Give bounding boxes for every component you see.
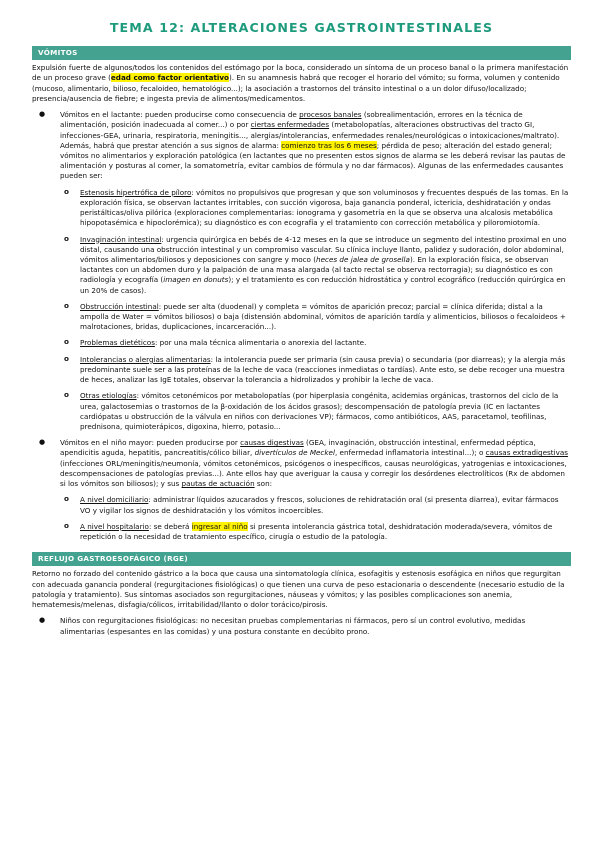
list-item-invaginacion: o Invaginación intestinal: urgencia quirúrgica en bebés de 4-12 meses en la que se introduce un segmento del intestino proximal en uno distal, causando una obstrucción intestinal y un compromiso vascular. Su clínica incluye llanto, palidez y sudoración, dolor abdominal, vómitos alimentarios/biliosos y deposiciones con sangre y moco (heces de jalea de grosella). En la exploración física, se observan lactantes con un abdomen duro y la palpación de una masa alargada (al tacto rectal se observa rectorragia); su diagnóstico es con radiología y ecografía (imagen en donuts); y el tratamiento es con reducción hidrostática y control ecográfico (reducción quirúrgica en un 20% de casos). xyxy=(62,235,571,296)
rge-intro: Retorno no forzado del contenido gástrico a la boca que causa una sintomatología clínica, esofagitis y estenosis esofágica en niños que regurgitan con adecuada ganancia ponderal (regurgitaciones fisiológicas) o que tienen una curva de peso estacionaria o descendente (necesario estudio de la patología y tratamiento). Sus síntomas asociados son regurgitaciones, náuseas y vómitos; y las posibles complicaciones son anemia, hematemesis/melenas, disfagia/cólicos, irritabilidad/llanto o dolor torácico/pirosis. xyxy=(32,569,565,610)
list-item-otras: o Otras etiologías: vómitos cetonémicos por metabolopatías (por hiperplasia congénita, acidemias orgánicas, trastornos del ciclo de la urea, galactosemias o trastornos de la β-oxidación de los ácidos grasos); descompensación de patología previa (IC en lactantes cardiópatas u obstrucción de la válvula en niños con derivaciones VP); fármacos, como antibióticos, AAS, paracetamol, teofilinas, prednisona, quimioterápicos, digoxina, hierro, potasio... xyxy=(62,391,571,432)
highlight-edad: edad como factor orientativo xyxy=(110,73,229,83)
vomitos-list xyxy=(32,110,571,542)
rge-list xyxy=(32,616,571,636)
lactante-enfermedades-list xyxy=(60,188,571,433)
highlight-ingresar: ingresar al niño xyxy=(191,521,248,531)
list-item-lactante: ● Vómitos en el lactante: pueden producirse como consecuencia de procesos banales (sobrealimentación, errores en la técnica de alimentación, posición inadecuada al comer...) o por ciertas enfermedades (metabolopatías, alteraciones obstructivas del tracto GI, infecciones-GEA, urinaria, respiratoria, meningitis..., alergias/intolerancias, enfermedades renales/neurológicas o intoxicaciones/maltrato). Además, habrá que prestar atención a sus signos de alarma: comienzo tras los 6 meses; pérdida de peso; alteración del estado general; vómitos no alimentarios y exploración patológica (en lactantes que no presenten estos signos de alarma se les deberá revisar las pautas de alimentación y posturas al comer, la somatometría, evitar cambios de fórmula y no dar fármacos). Algunas de las enfermedades causantes pueden ser: o Estenosis hipertrófica de píloro: vómitos no propulsivos que progresan y que son voluminosos y frecuentes después de las tomas. En la exploración física, se observan lactantes irritables, con succión vigorosa, baja ganancia ponderal, ictericia, deshidratación y ondas peristálticas/oliva pilórica (exploraciones complementarias: ionograma y gasometría en la que se observa una alcalosis metabólica hipopotasémica e hipoclorémica); su diagnóstico es con ecografía y el tratamiento con corrección metabólica y piloromiotomía. o Invaginación intestinal: urgencia quirúrgica en bebés de 4-12 meses en la que se introduce un segmento del intestino proximal en uno distal, causando una obstrucción intestinal y un compromiso vascular. Su clínica incluye llanto, palidez y sudoración, dolor abdominal, vómitos alimentarios/biliosos y deposiciones con sangre y moco (heces de jalea de grosella). En la exploración física, se observan lactantes con un abdomen duro y la palpación de una masa alargada (al tacto rectal se observa rectorragia); su diagnóstico es con radiología y ecografía (imagen en donuts); y el tratamiento es con reducción hidrostática y control ecográfico (reducción quirúrgica en un 20% de casos). o Obstrucción intestinal: puede ser alta (duodenal) y completa = vómitos de aparición precoz; parcial = clínica diferida; distal a la ampolla de Water = vómitos biliosos) o baja (distensión abdominal, vómitos de aparición tardía y alimenticios, biliosos o fecaloideos + malrotaciones, bridas, duplicaciones, incarceración...). o Problemas dietéticos: por una mala técnica alimentaria o anorexia del lactante. o Intolerancias o alergias alimentarias: la intolerancia puede ser primaria (sin causa previa) o secundaria (por diarreas); y la alergia más predominante suele ser a las proteínas de la leche de vaca (reacciones inmediatas o tardías). Ante esto, se debe recoger una muestra de heces, analizar las IgE totales, observar la tolerancia a hidrolizados y prohibir la leche de vaca. o Otras etiologías: vómitos cetonémicos por metabolopatías (por hiperplasia congénita, acidemias orgánicas, trastornos del ciclo de la urea, galactosemias o trastornos de la β-oxidación de los ácidos grasos); descompensación de patología previa (IC en lactantes cardiópatas u obstrucción de la válvula en niños con derivaciones VP); fármacos, como antibióticos, AAS, paracetamol, teofilinas, prednisona, quimioterápicos, digoxina, hierro, potasio... xyxy=(32,110,571,432)
page-title: TEMA 12: ALTERACIONES GASTROINTESTINALES xyxy=(109,20,494,35)
vomitos-intro: Expulsión fuerte de algunos/todos los contenidos del estómago por la boca, considerado un síntoma de un proceso banal o la primera manifestación de un proceso grave (edad como factor orientativo). En su anamnesis habrá que recoger el horario del vómito; su forma, volumen y contenido (mucoso, alimentario, bilioso, fecaloideo, hematológico...); la asociación a trastornos del tránsito intestinal o a un dolor difuso/localizado; presencia/ausencia de fiebre; e ingesta previa de alimentos/medicamentos. xyxy=(32,63,569,103)
pautas-list xyxy=(60,495,571,542)
list-item-intolerancias: o Intolerancias o alergias alimentarias: la intolerancia puede ser primaria (sin causa previa) o secundaria (por diarreas); y la alergia más predominante suele ser a las proteínas de la leche de vaca (reacciones inmediatas o tardías). Ante esto, se debe recoger una muestra de heces, analizar las IgE totales, observar la tolerancia a hidrolizados y prohibir la leche de vaca. xyxy=(62,355,571,386)
section-header-rge: REFLUJO GASTROESOFÁGICO (RGE) xyxy=(32,552,571,566)
highlight-6-meses: comienzo tras los 6 meses xyxy=(281,140,377,150)
list-item-hospitalario: o A nivel hospitalario: se deberá ingresar al niño si presenta intolerancia gástrica total, deshidratación moderada/severa, vómitos de repetición o la necesidad de tratamiento específico, cirugía o estudio de la patología. xyxy=(62,522,571,542)
list-item-dieteticos: o Problemas dietéticos: por una mala técnica alimentaria o anorexia del lactante. xyxy=(62,338,571,348)
list-item-regurgitaciones: ● Niños con regurgitaciones fisiológicas: no necesitan pruebas complementarias ni fármacos, pero sí un control evolutivo, medidas alimentarias (espesantes en las comidas) y una postura constante en decúbito prono. xyxy=(32,616,571,636)
list-item-estenosis: o Estenosis hipertrófica de píloro: vómitos no propulsivos que progresan y que son voluminosos y frecuentes después de las tomas. En la exploración física, se observan lactantes irritables, con succión vigorosa, baja ganancia ponderal, ictericia, deshidratación y ondas peristálticas/oliva pilórica (exploraciones complementarias: ionograma y gasometría en la que se observa una alcalosis metabólica hipopotasémica e hipoclorémica); su diagnóstico es con ecografía y el tratamiento con corrección metabólica y piloromiotomía. xyxy=(62,188,571,229)
list-item-domiciliario: o A nivel domiciliario: administrar líquidos azucarados y frescos, soluciones de rehidratación oral (si presenta diarrea), evitar fármacos VO y vigilar los signos de deshidratación y los vómitos incoercibles. xyxy=(62,495,571,515)
list-item-nino-mayor: ● Vómitos en el niño mayor: pueden producirse por causas digestivas (GEA, invaginación, obstrucción intestinal, enfermedad péptica, apendicitis aguda, hepatitis, pancreatitis/cólico biliar, divertículos de Meckel, enfermedad inflamatoria intestinal...); o causas extradigestivas (infecciones ORL/meningitis/neumonía, vómitos cetonémicos, psicógenos o inespecíficos, causas neurológicas, yatrogenias e intoxicaciones, descompensaciones de patologías previas...). Ante ellos hay que averiguar la causa y corregir los desórdenes electrolíticos (Rx de abdomen si los vómitos son biliosos); y sus pautas de actuación son: o A nivel domiciliario: administrar líquidos azucarados y frescos, soluciones de rehidratación oral (si presenta diarrea), evitar fármacos VO y vigilar los signos de deshidratación y los vómitos incoercibles. o A nivel hospitalario: se deberá ingresar al niño si presenta intolerancia gástrica total, deshidratación moderada/severa, vómitos de repetición o la necesidad de tratamiento específico, cirugía o estudio de la patología. xyxy=(32,438,571,542)
list-item-obstruccion: o Obstrucción intestinal: puede ser alta (duodenal) y completa = vómitos de aparición precoz; parcial = clínica diferida; distal a la ampolla de Water = vómitos biliosos) o baja (distensión abdominal, vómitos de aparición tardía y alimenticios, biliosos o fecaloideos + malrotaciones, bridas, duplicaciones, incarceración...). xyxy=(62,302,571,333)
section-header-vomitos: VÓMITOS xyxy=(32,46,571,60)
